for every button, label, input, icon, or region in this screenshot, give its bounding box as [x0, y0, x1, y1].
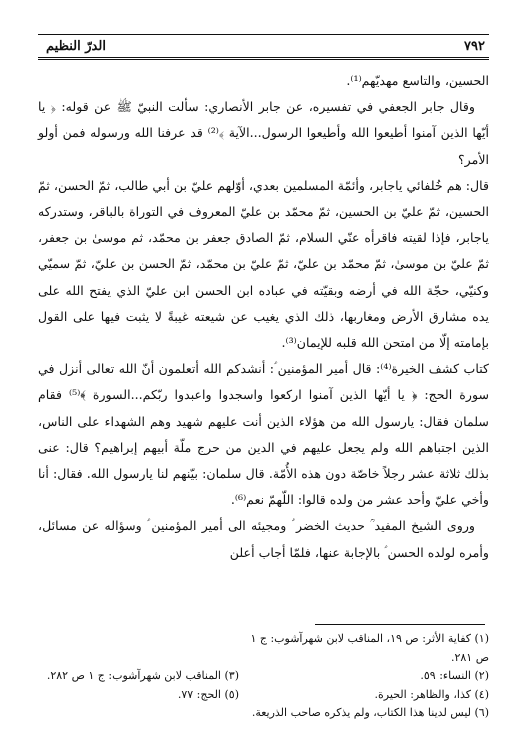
page-number: ٧٩٢	[464, 38, 485, 54]
book-title: الدرّ النظيم	[46, 38, 106, 54]
paragraph: وروى الشيخ المفيد ؒ حديث الخضر ؑ ومجيئه الى أمير المؤمنين ؑ وسؤاله عن مسائل، وأمره لولده الحسن ؑ بالإجابة عنها، فلمّا أجاب أعلن	[38, 518, 489, 560]
footnote-row	[38, 667, 489, 686]
footnote: (٢) النساء: ٥٩.	[420, 669, 489, 682]
footnote: (٤) كذا، والظاهر: الحيرة.	[374, 687, 489, 701]
running-header	[38, 34, 489, 60]
footnote: (٥) الحج: ٧٧.	[177, 687, 239, 701]
footnote: (٦) ليس لدينا هذا الكتاب، ولم يذكره صاحب الذريعة.	[251, 706, 489, 719]
footnote: (١) كفاية الأثر: ص ١٩، المناقب لابن شهرآشوب: ج ١ ص ٢٨١.	[250, 632, 489, 664]
paragraph: كتاب كشف الخيرة⁽⁴⁾: قال أمير المؤمنين ؑ: أنشدكم الله أتعلمون أنّ الله تعالى أنزل في سورة الحج: ﴿ يا أيّها الذين آمنوا اركعوا واسجدوا واعبدوا ربّكم...السورة ﴾⁽⁵⁾ فقام سلمان فقال: يارسول الله من هؤلاء الذين أنت عليهم شهيد وهم الشهداء على الناس، الذين اجتباهم الله ولم يجعل عليهم في الدين من حرج ملّة أبيهم إبراهيم؟ قال: عنى بذلك ثلاثة عشر رجلاً خاصّة دون هذه الأُمّة. قال سلمان: بيّنهم لنا يارسول الله. فقال: أنا وأخي عليّ وأحد عشر من ولده قالوا: اللّهمّ نعم⁽⁶⁾.	[38, 361, 490, 508]
main-text	[38, 68, 489, 566]
paragraph: الحسين، والتاسع مهديّهم⁽¹⁾.	[346, 73, 489, 88]
footnote-separator	[315, 624, 485, 625]
footnote: (٣) المناقب لابن شهرآشوب: ج ١ ص ٢٨٢.	[46, 669, 239, 682]
footnote-row	[38, 704, 489, 723]
paragraph: وقال جابر الجعفي في تفسيره، عن جابر الأنصاري: سألت النبيّ ﷺ عن قوله: ﴿ يا أيّها الذين آمنوا أطيعوا الله وأطيعوا الرسول...الآية ﴾⁽²⁾ قد عرفنا الله ورسوله فمن أولو الأمر؟	[38, 99, 489, 167]
footnotes	[38, 630, 489, 723]
footnote-row	[38, 630, 489, 667]
paragraph: قال: هم خُلفائي ياجابر، وأئمّة المسلمين بعدي، أوّلهم عليّ بن أبي طالب، ثمّ الحسن، ثمّ الحسين، ثمّ عليّ بن الحسين، ثمّ محمّد بن عليّ المعروف في التوراة بالباقر، وستدركه ياجابر، فإذا لقيته فاقرأه عنّي السلام، ثمّ الصادق جعفر بن محمّد، ثم موسىٰ بن جعفر، ثمّ عليّ بن موسىٰ، ثمّ محمّد بن عليّ، ثمّ عليّ بن محمّد، ثمّ الحسن بن عليّ، ثمّ سميّي وكنيّي، حجّة الله في أرضه وبقيّته في عباده ابن الحسن ابن عليّ الذي يفتح الله على يده مشارق الأرض ومغاربها، ذلك الذي يغيب عن شيعته غيبةً لا يثبت فيها على القول بإمامته إلّا من امتحن الله قلبه للإيمان⁽³⁾.	[38, 177, 489, 351]
footnote-row	[38, 686, 489, 705]
